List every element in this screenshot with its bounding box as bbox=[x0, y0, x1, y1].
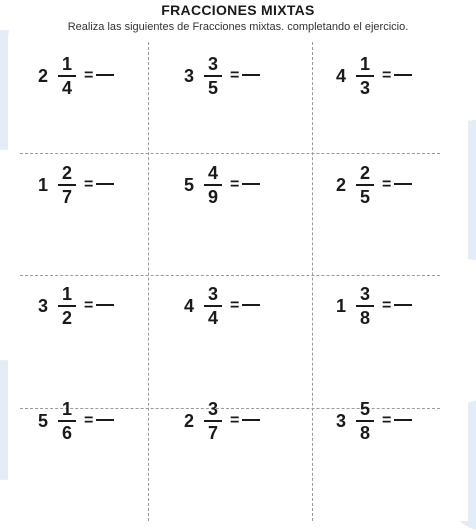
fraction-bar bbox=[356, 184, 374, 186]
answer-blank[interactable] bbox=[242, 74, 260, 76]
numerator: 4 bbox=[207, 163, 218, 183]
answer-blank[interactable] bbox=[394, 419, 412, 421]
whole-number: 2 bbox=[37, 65, 48, 86]
equals-sign: = bbox=[230, 412, 240, 429]
answer-blank[interactable] bbox=[394, 74, 412, 76]
fraction-bar bbox=[204, 184, 222, 186]
numerator: 5 bbox=[359, 399, 370, 419]
fraction-bar bbox=[204, 305, 222, 307]
numerator: 3 bbox=[207, 54, 218, 74]
whole-number: 3 bbox=[37, 295, 48, 316]
answer-blank[interactable] bbox=[394, 304, 412, 306]
fraction-bar bbox=[58, 75, 76, 77]
fraction bbox=[58, 400, 76, 442]
denominator: 3 bbox=[359, 78, 370, 98]
mixed-fraction-exercise bbox=[176, 52, 316, 100]
fraction-bar bbox=[58, 305, 76, 307]
numerator: 2 bbox=[359, 163, 370, 183]
equals-sign: = bbox=[84, 297, 94, 314]
fraction bbox=[58, 285, 76, 327]
mixed-fraction-exercise bbox=[176, 282, 316, 330]
row-divider bbox=[20, 153, 440, 154]
numerator: 1 bbox=[61, 54, 72, 74]
instructions: Realiza las siguientes de Fracciones mixtas. completando el ejercicio. bbox=[67, 21, 409, 33]
whole-number: 5 bbox=[183, 174, 194, 195]
answer-blank[interactable] bbox=[394, 183, 412, 185]
numerator: 3 bbox=[207, 399, 218, 419]
fraction bbox=[204, 400, 222, 442]
fraction bbox=[204, 164, 222, 206]
whole-number: 3 bbox=[183, 65, 194, 86]
denominator: 8 bbox=[359, 423, 370, 443]
denominator: 2 bbox=[61, 308, 72, 328]
mixed-fraction-exercise bbox=[30, 397, 170, 445]
fraction-bar bbox=[356, 75, 374, 77]
equals-sign: = bbox=[230, 67, 240, 84]
equals-sign: = bbox=[230, 297, 240, 314]
mixed-fraction-exercise bbox=[30, 282, 170, 330]
fraction-bar bbox=[356, 420, 374, 422]
answer-blank[interactable] bbox=[242, 304, 260, 306]
fraction-bar bbox=[356, 305, 374, 307]
answer-blank[interactable] bbox=[96, 419, 114, 421]
equals-sign: = bbox=[382, 67, 392, 84]
denominator: 9 bbox=[207, 187, 218, 207]
whole-number: 2 bbox=[183, 410, 194, 431]
answer-blank[interactable] bbox=[242, 183, 260, 185]
numerator: 3 bbox=[359, 284, 370, 304]
equals-sign: = bbox=[382, 176, 392, 193]
equals-sign: = bbox=[84, 412, 94, 429]
numerator: 1 bbox=[61, 284, 72, 304]
equals-sign: = bbox=[382, 412, 392, 429]
mixed-fraction-exercise bbox=[30, 161, 170, 209]
numerator: 1 bbox=[61, 399, 72, 419]
fraction-bar bbox=[204, 420, 222, 422]
fraction bbox=[58, 55, 76, 97]
mixed-fraction-exercise bbox=[30, 52, 170, 100]
denominator: 4 bbox=[61, 78, 72, 98]
mixed-fraction-exercise bbox=[328, 282, 468, 330]
denominator: 8 bbox=[359, 308, 370, 328]
mixed-fraction-exercise bbox=[176, 397, 316, 445]
denominator: 7 bbox=[207, 423, 218, 443]
whole-number: 4 bbox=[335, 65, 346, 86]
answer-blank[interactable] bbox=[96, 74, 114, 76]
mixed-fraction-exercise bbox=[176, 161, 316, 209]
answer-blank[interactable] bbox=[96, 183, 114, 185]
whole-number: 4 bbox=[183, 295, 194, 316]
fraction-bar bbox=[58, 420, 76, 422]
page-title: FRACCIONES MIXTAS bbox=[161, 2, 315, 18]
mixed-fraction-exercise bbox=[328, 161, 468, 209]
numerator: 1 bbox=[359, 54, 370, 74]
equals-sign: = bbox=[84, 176, 94, 193]
answer-blank[interactable] bbox=[96, 304, 114, 306]
equals-sign: = bbox=[382, 297, 392, 314]
fraction bbox=[204, 55, 222, 97]
whole-number: 1 bbox=[335, 295, 346, 316]
fraction bbox=[58, 164, 76, 206]
fraction bbox=[356, 164, 374, 206]
denominator: 6 bbox=[61, 423, 72, 443]
fraction-bar bbox=[58, 184, 76, 186]
denominator: 4 bbox=[207, 308, 218, 328]
fraction bbox=[356, 285, 374, 327]
whole-number: 5 bbox=[37, 410, 48, 431]
numerator: 2 bbox=[61, 163, 72, 183]
whole-number: 2 bbox=[335, 174, 346, 195]
equals-sign: = bbox=[84, 67, 94, 84]
denominator: 7 bbox=[61, 187, 72, 207]
fraction bbox=[204, 285, 222, 327]
whole-number: 1 bbox=[37, 174, 48, 195]
numerator: 3 bbox=[207, 284, 218, 304]
fraction bbox=[356, 400, 374, 442]
fraction-bar bbox=[204, 75, 222, 77]
answer-blank[interactable] bbox=[242, 419, 260, 421]
denominator: 5 bbox=[207, 78, 218, 98]
equals-sign: = bbox=[230, 176, 240, 193]
whole-number: 3 bbox=[335, 410, 346, 431]
mixed-fraction-exercise bbox=[328, 52, 468, 100]
mixed-fraction-exercise bbox=[328, 397, 468, 445]
row-divider bbox=[20, 275, 440, 276]
fraction bbox=[356, 55, 374, 97]
denominator: 5 bbox=[359, 187, 370, 207]
